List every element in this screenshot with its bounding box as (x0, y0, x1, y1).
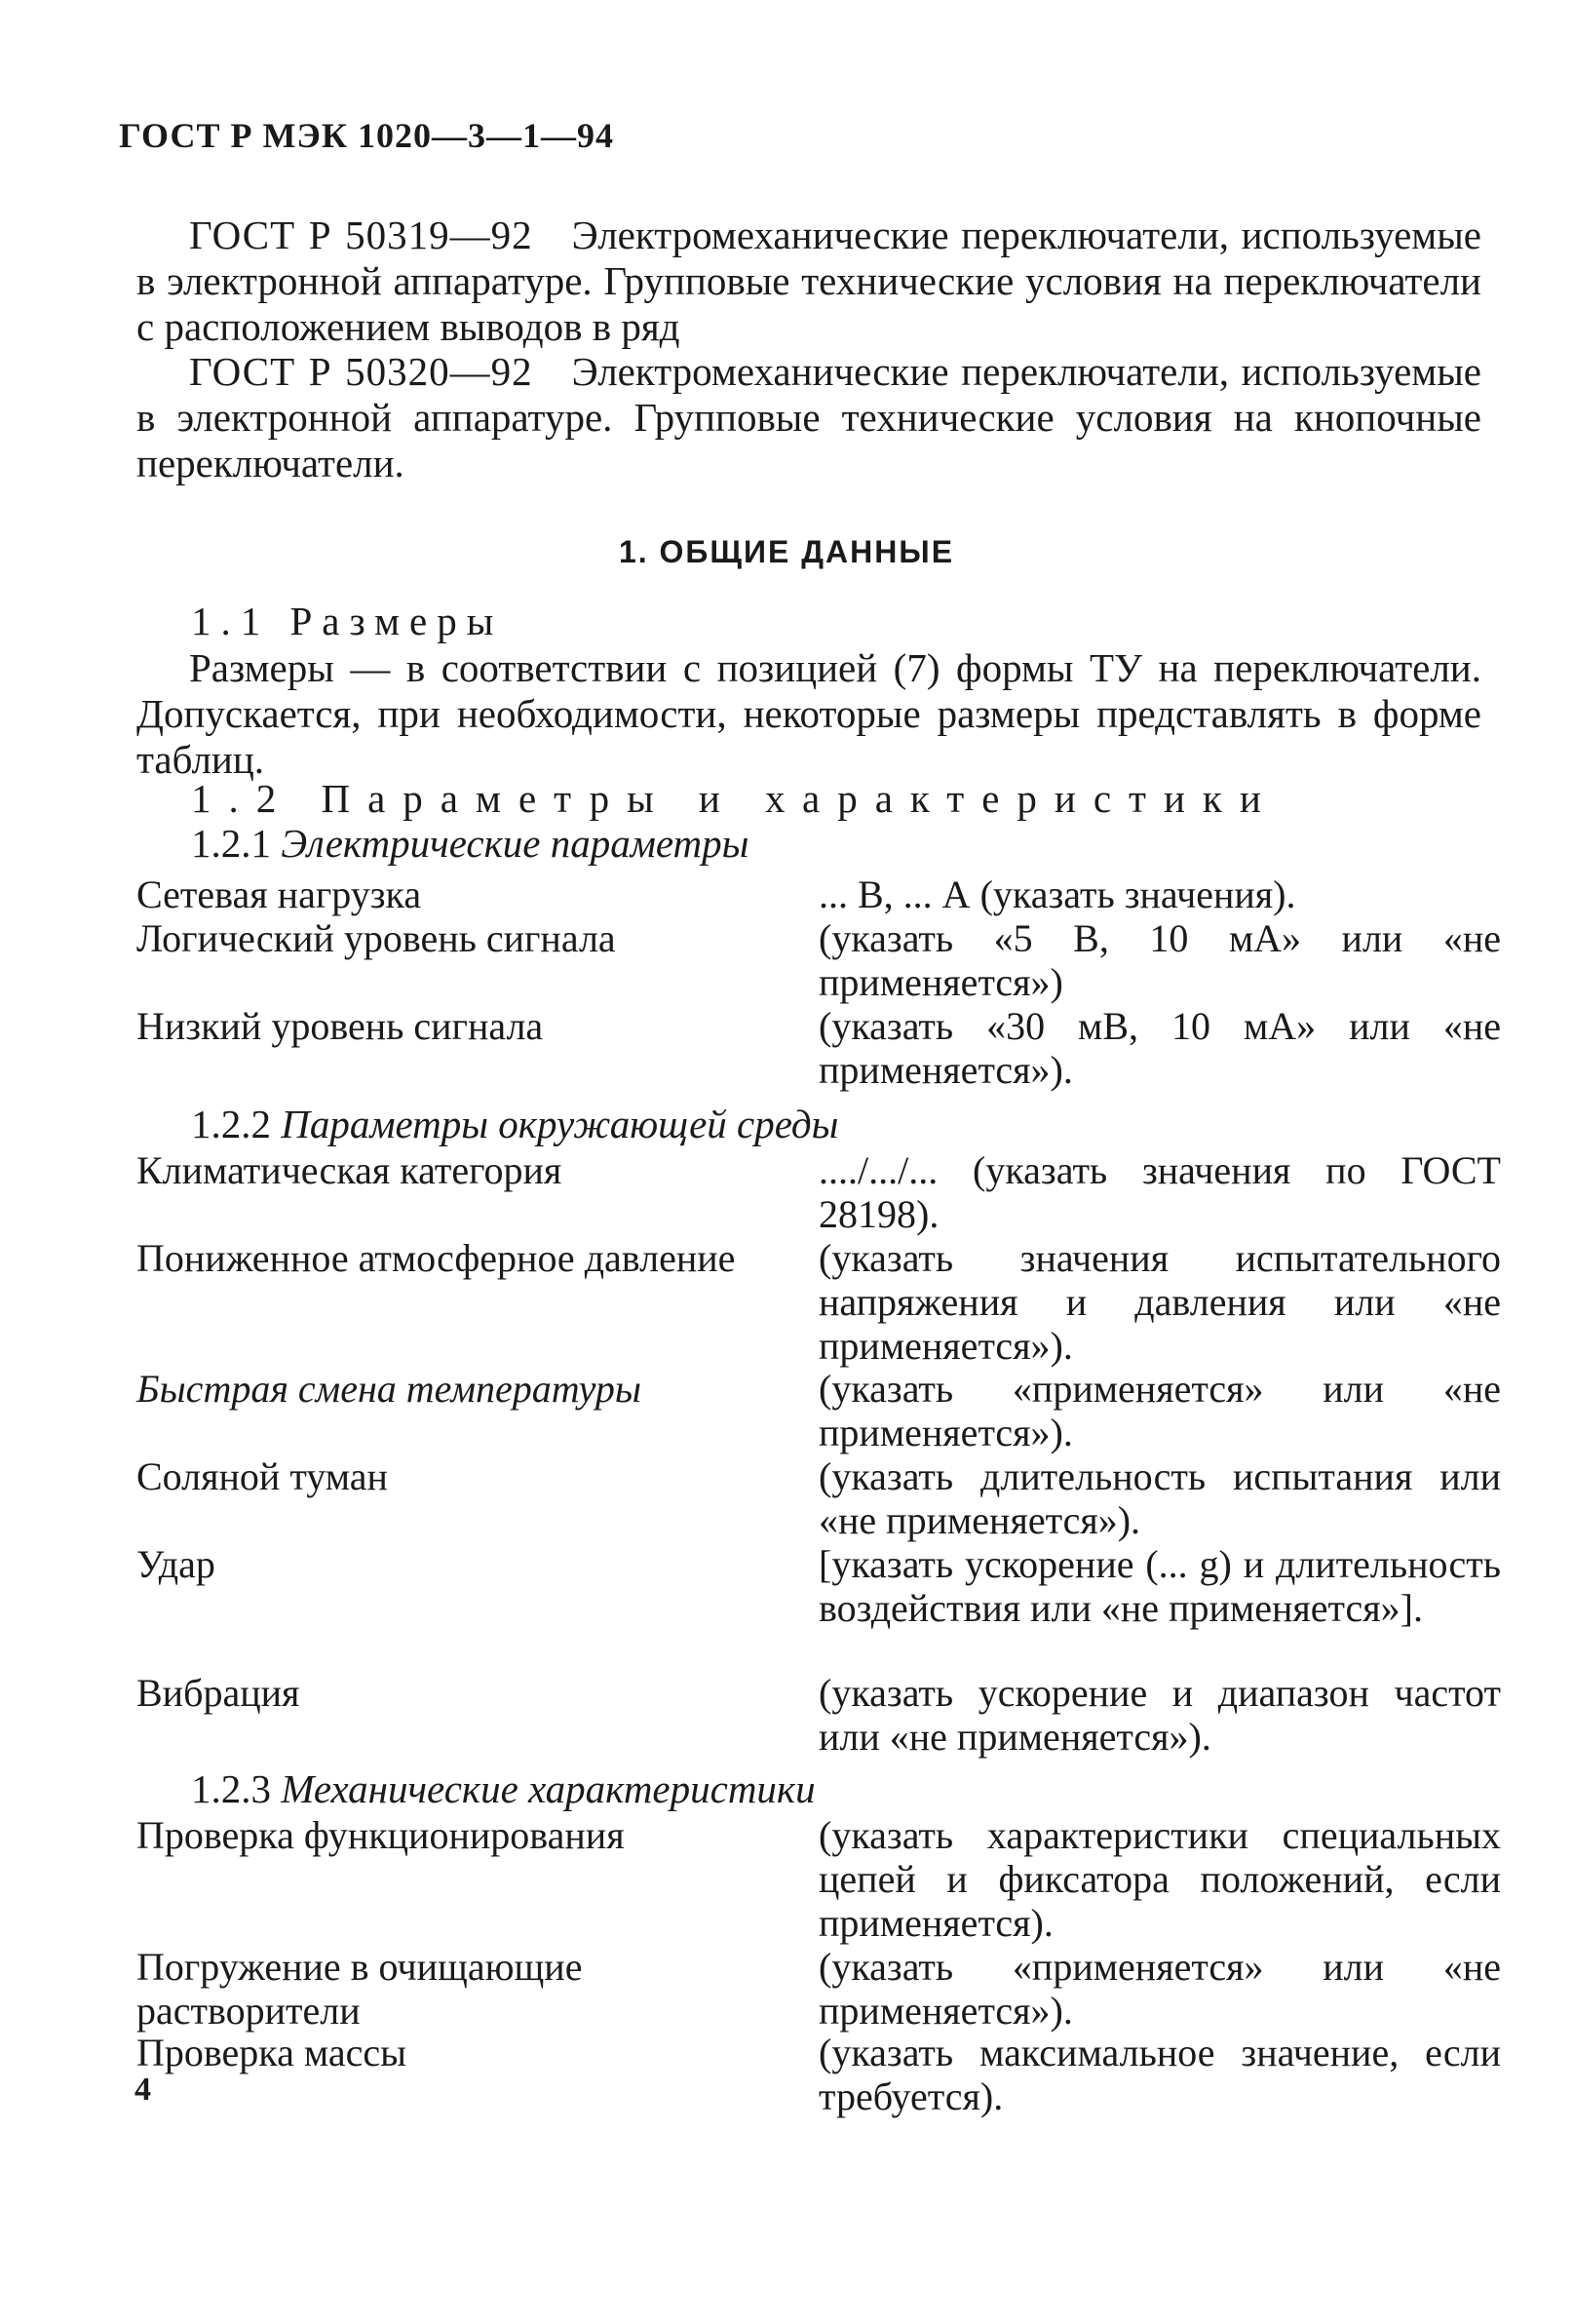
subsection-1-1-text: Размеры — в соответствии с позицией (7) формы ТУ на переключатели. Допускается, при необходимости, некоторые размеры представлять в форме таблиц. (136, 645, 1481, 782)
subsection-1-1-heading: 1.1 Размеры (191, 599, 504, 643)
reference-code: ГОСТ Р 50320—92 (189, 349, 533, 394)
param-value: (указать «30 мВ, 10 мА» или «не применяется»). (819, 1004, 1501, 1092)
param-value: [указать ускорение (... g) и длительность воздействия или «не применяется»]. (819, 1542, 1501, 1630)
param-name: Быстрая смена температуры (136, 1367, 641, 1411)
page-number: 4 (134, 2072, 151, 2108)
param-value: (указать максимальное значение, если требуется). (819, 2031, 1501, 2118)
subsection-1-2-1-heading (191, 821, 1536, 867)
param-value: (указать характеристики специальных цепей и фиксатора положений, если применяется). (819, 1813, 1501, 1945)
heading-number: 1.2.1 (191, 821, 271, 866)
heading-title: Механические характеристики (281, 1766, 816, 1811)
param-name: Погружение в очищающие растворители (136, 1945, 583, 2033)
param-name: Удар (136, 1542, 215, 1586)
heading-title: Параметры окружающей среды (281, 1102, 839, 1146)
page-header: ГОСТ Р МЭК 1020—3—1—94 (119, 116, 614, 155)
heading-title: Электрические параметры (281, 821, 749, 866)
heading-number: 1.2.2 (191, 1102, 271, 1146)
section-title: 1. ОБЩИЕ ДАННЫЕ (618, 534, 955, 569)
param-value: (указать длительность испытания или «не применяется»). (819, 1454, 1501, 1542)
param-name: Климатическая категория (136, 1148, 562, 1192)
param-value: ... В, ... А (указать значения). (819, 872, 1296, 916)
param-value: (указать значения испытательного напряжения и давления или «не применяется»). (819, 1236, 1501, 1368)
param-value: (указать «применяется» или «не применяется»). (819, 1367, 1501, 1454)
param-value: ..../.../... (указать значения по ГОСТ 28198). (819, 1148, 1501, 1236)
param-value: (указать «применяется» или «не применяется»). (819, 1945, 1501, 2033)
reference-1 (136, 213, 1481, 350)
param-name: Пониженное атмосферное давление (136, 1236, 736, 1280)
param-name: Логический уровень сигнала (136, 916, 616, 960)
subsection-1-2-heading: 1.2 Параметры и характеристики (191, 776, 1279, 821)
subsection-1-2-2-heading (191, 1102, 1536, 1147)
subsection-1-2-3-heading (191, 1766, 1536, 1812)
reference-text: Электромеханические переключатели, используемые в электронной аппаратуре. Групповые технические условия на переключатели с расположением выводов в ряд (136, 213, 1481, 349)
heading-number: 1.2.3 (191, 1766, 271, 1811)
reference-text: Электромеханические переключатели, используемые в электронной аппаратуре. Групповые технические условия на кнопочные переключатели. (136, 349, 1481, 485)
reference-2 (136, 349, 1481, 486)
reference-code: ГОСТ Р 50319—92 (189, 213, 533, 257)
param-value: (указать ускорение и диапазон частот или «не применяется»). (819, 1671, 1501, 1759)
param-name: Вибрация (136, 1671, 300, 1715)
param-name: Проверка массы (136, 2031, 407, 2074)
param-name: Соляной туман (136, 1454, 388, 1498)
param-name: Низкий уровень сигнала (136, 1004, 544, 1048)
param-name: Сетевая нагрузка (136, 872, 422, 916)
param-value: (указать «5 В, 10 мА» или «не применяется») (819, 916, 1501, 1004)
param-name: Проверка функционирования (136, 1813, 625, 1857)
